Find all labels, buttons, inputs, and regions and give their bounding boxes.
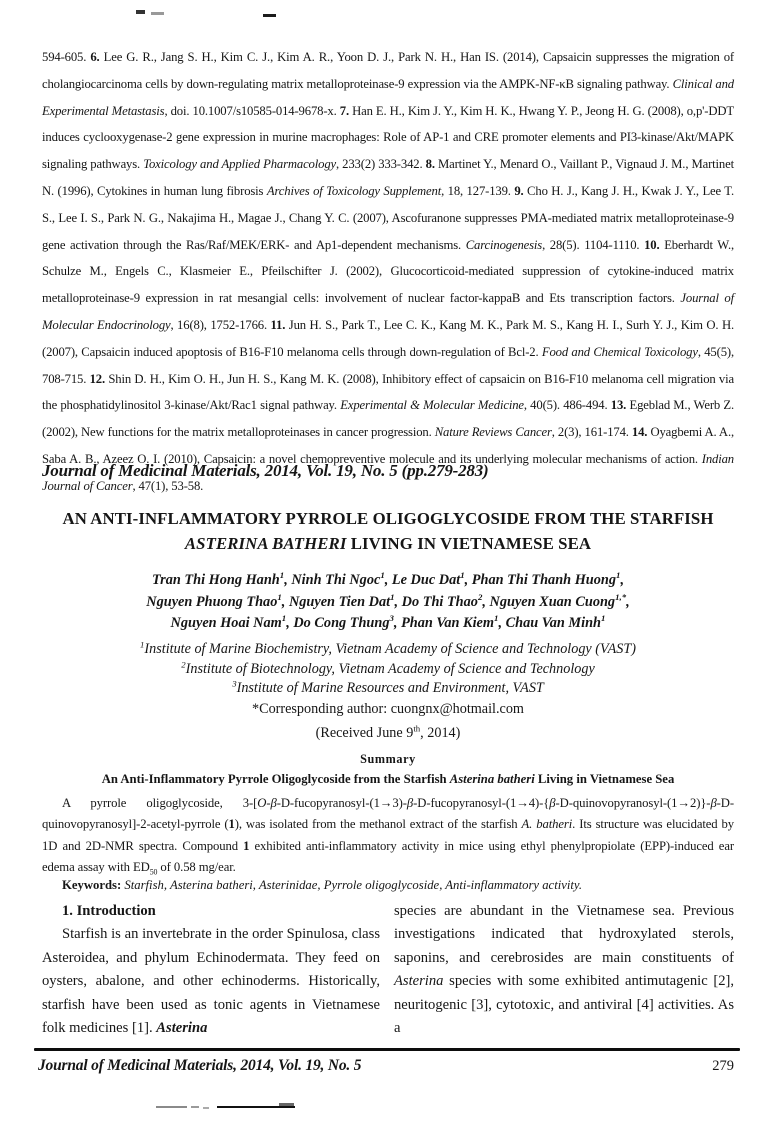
scan-artifact [151, 12, 164, 15]
introduction-column-left [42, 900, 380, 1040]
introduction-heading: 1. Introduction [62, 903, 156, 919]
footer-page-number: 279 [712, 1058, 734, 1074]
received-date-line: (Received June 9th, 2014) [315, 723, 461, 741]
scan-artifact [191, 1106, 199, 1108]
scan-artifact [203, 1107, 209, 1109]
introduction-paragraph-left: Starfish is an invertebrate in the order Spinulosa, class Asteroidea, and phylum Echinodermata. They feed on oysters, abalone, and other echinoderms. Historically, starfish have been used as tonic agents in Vietnamese folk medicines [1]. Asterina [42, 926, 380, 1037]
affiliation-3: $^3$Institute of Marine Resources and Environment, VAST [232, 678, 544, 696]
authors-line-2: Nguyen Phuong Thao$^1$, Nguyen Tien Dat$^1$, Do Thi Thao$^2$, Nguyen Xuan Cuong$^{1,*}$, [146, 591, 630, 610]
affiliation-1: $^1$Institute of Marine Biochemistry, Vietnam Academy of Science and Technology (VAST) [140, 639, 636, 657]
summary-title: An Anti-Inflammatory Pyrrole Oligoglycoside from the Starfish Asterina batheri Living in Vietnamese Sea [101, 772, 675, 786]
affiliation-2: $^2$Institute of Biotechnology, Vietnam Academy of Science and Technology [181, 658, 595, 677]
author-list [42, 570, 734, 635]
scan-artifact [217, 1106, 295, 1108]
corresponding-author-line: *Corresponding author: cuongnx@hotmail.com [252, 701, 524, 717]
introduction-column-right [394, 900, 734, 1040]
introduction-paragraph-right: species are abundant in the Vietnamese sea. Previous investigations indicated that hydroxylated sterols, saponins, and cerebrosides are main constituents of Asterina species with some exhibited antimutagenic [2], neuritogenic [3], cytotoxic, and antiviral [4] activities. As a [394, 903, 734, 1037]
footer [38, 1057, 734, 1075]
references-continued: 594-605. 6. Lee G. R., Jang S. H., Kim C. J., Kim A. R., Yoon D. J., Park N. H., Han IS. (2014), Capsaicin suppresses the migration of cholangiocarcinoma cells by down-regulating matrix metalloproteinase-9 expression via the AMPK-NF-κB signaling pathway. Clinical and Experimental Metastasis, doi. 10.1007/s10585-014-9678-x. 7. Han E. H., Kim J. Y., Kim H. K., Hwang Y. P., Jeong H. G. (2008), o,p'-DDT induces cyclooxygenase-2 gene expression in murine macrophages: Role of AP-1 and CRE promoter elements and PI3-kinase/Akt/MAPK signaling pathways. Toxicology and Applied Pharmacology, 233(2) 333-342. 8. Martinet Y., Menard O., Vaillant P., Vignaud J. M., Martinet N. (1996), Cytokines in human lung fibrosis Archives of Toxicology Supplement, 18, 127-139. 9. Cho H. J., Kang J. H., Kwak J. Y., Lee T. S., Lee I. S., Park N. G., Nakajima H., Magae J., Chang Y. C. (2007), Ascofuranone suppresses PMA-mediated matrix metalloproteinase-9 gene activation through the Ras/Raf/MEK/ERK- and Ap1-dependent mechanisms. Carcinogenesis, 28(5). 1104-1110. 10. Eberhardt W., Schulze M., Engels C., Klasmeier E., Pfeilschifter J. (2002), Glucocorticoid-mediated suppression of cytokine-induced matrix metalloproteinase-9 expression in rat mesangial cells: involvement of nuclear factor-kappaB and Ets transcription factors. Journal of Molecular Endocrinology, 16(8), 1752-1766. 11. Jun H. S., Park T., Lee C. K., Kang M. K., Park M. S., Kang H. I., Surh Y. J., Kim O. H. (2007), Capsaicin induced apoptosis of B16-F10 melanoma cells through down-regulation of Bcl-2. Food and Chemical Toxicology, 45(5), 708-715. 12. Shin D. H., Kim O. H., Jun H. S., Kang M. K. (2008), Inhibitory effect of capsaicin on B16-F10 melanoma cell migration via the phosphatidylinositol 3-kinase/Akt/Rac1 signal pathway. Experimental & Molecular Medicine, 40(5). 486-494. 13. Egeblad M., Werb Z. (2002), New functions for the matrix metalloproteinases in cancer progression. Nature Reviews Cancer, 2(3), 161-174. 14. Oyagbemi A. A., Saba A. B., Azeez O. I. (2010), Capsaicin: a novel chemopreventive molecule and its underlying molecular mechanisms of action. Indian Journal of Cancer, 47(1), 53-58. [42, 50, 735, 493]
authors-line-3: Nguyen Hoai Nam$^1$, Do Cong Thung$^3$, Phan Van Kiem$^1$, Chau Van Minh$^1$ [170, 613, 606, 632]
summary-heading: Summary [360, 752, 416, 766]
scan-artifact [156, 1106, 187, 1108]
introduction-section [42, 900, 734, 1040]
scan-artifact [136, 10, 145, 14]
article-title: AN ANTI-INFLAMMATORY PYRROLE OLIGOGLYCOSIDE FROM THE STARFISH ASTERINA BATHERI LIVING IN VIETNAMESE SEA [62, 509, 714, 553]
journal-citation-line: Journal of Medicinal Materials, 2014, Vol. 19, No. 5 (pp.279-283) [42, 461, 489, 480]
scan-artifact [263, 14, 276, 17]
abstract-paragraph: A pyrrole oligoglycoside, 3-[O-β-D-fucopyranosyl-(1→3)-β-D-fucopyranosyl-(1→4)-{β-D-quinovopyranosyl-(1→2)}-β-D-quinovopyranosyl]-2-acetyl-pyrrole (1), was isolated from the methanol extract of the starfish A. batheri. Its structure was elucidated by 1D and 2D-NMR spectra. Compound 1 exhibited anti-inflammatory activity in mice using ethyl phenylpropiolate (EPP)-induced ear edema assay with $ED_{50}$ of 0.58 mg/ear. [42, 796, 735, 877]
keywords-line: Keywords: Starfish, Asterina batheri, Asterinidae, Pyrrole oligoglycoside, Anti-inflammatory activity. [62, 878, 583, 892]
affiliation-list [42, 640, 734, 699]
authors-line-1: Tran Thi Hong Hanh$^1$, Ninh Thi Ngoc$^1$, Le Duc Dat$^1$, Phan Thi Thanh Huong$^1$, [151, 570, 625, 588]
footer-journal-title: Journal of Medicinal Materials, 2014, Vol. 19, No. 5 [38, 1057, 362, 1074]
footer-divider [34, 1048, 740, 1051]
scan-artifact [279, 1103, 294, 1106]
